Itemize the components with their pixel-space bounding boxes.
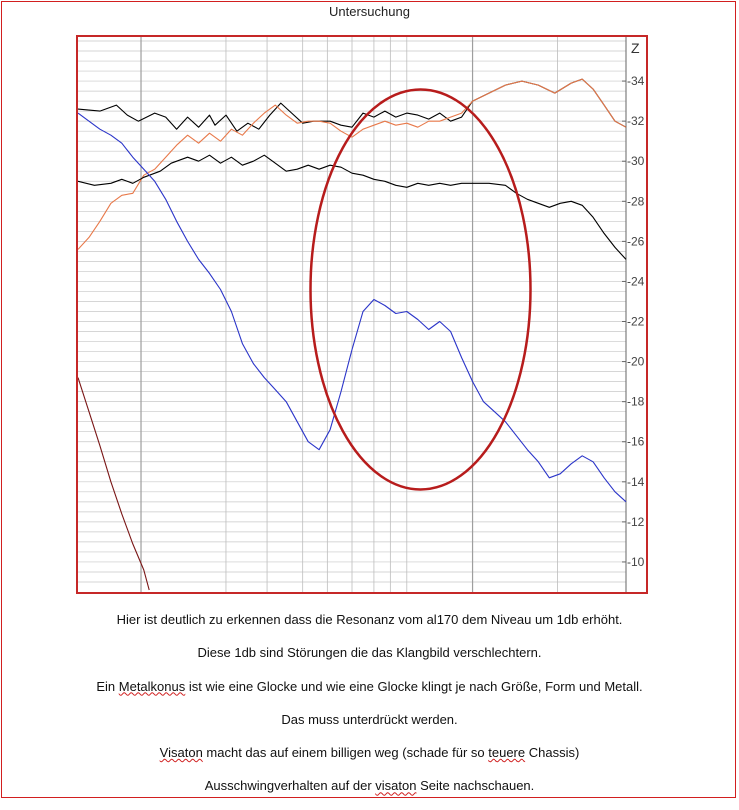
text-line-5: Visaton macht das auf einem billigen weg (schade für so teuere Chassis) — [159, 745, 580, 761]
y-tick-label: -34 — [627, 74, 645, 89]
text-body — [0, 610, 739, 810]
impedance-chart — [76, 35, 648, 594]
text-line-1: Hier ist deutlich zu erkennen dass die Resonanz vom al170 dem Niveau um 1db erhöht. — [116, 612, 623, 627]
y-tick-label: -32 — [627, 114, 645, 129]
y-tick-label: -28 — [627, 194, 645, 209]
y-tick-label: -18 — [627, 394, 645, 409]
series-line-5 — [78, 378, 149, 590]
y-tick-label: -20 — [627, 354, 645, 369]
text-line-3: Ein Metalkonus ist wie eine Glocke und wie eine Glocke klingt je nach Größe, Form und Metall. — [96, 678, 643, 694]
y-tick-label: -26 — [627, 234, 645, 249]
spellcheck-word: visaton — [375, 778, 417, 794]
spellcheck-word: Metalkonus — [118, 678, 186, 694]
spellcheck-word: Visaton — [159, 745, 203, 761]
annotation-ellipse — [311, 89, 531, 489]
y-tick-label: -12 — [627, 514, 645, 529]
text-line-2: Diese 1db sind Störungen die das Klangbild verschlechtern. — [197, 645, 542, 661]
y-tick-label: -22 — [627, 314, 645, 329]
spellcheck-word: teuere — [488, 745, 526, 761]
text-line-6: Ausschwingverhalten auf der visaton Seite nachschauen. — [204, 778, 535, 794]
y-tick-label: -14 — [627, 474, 645, 489]
y-tick-label: -24 — [627, 274, 645, 289]
chart-canvas — [78, 37, 646, 592]
y-tick-label: -10 — [627, 554, 645, 569]
y-tick-label: -16 — [627, 434, 645, 449]
document-title: Untersuchung — [329, 4, 410, 19]
axis-label: Z — [631, 40, 640, 56]
text-line-4: Das muss unterdrückt werden. — [281, 711, 458, 727]
y-tick-label: -30 — [627, 154, 645, 169]
